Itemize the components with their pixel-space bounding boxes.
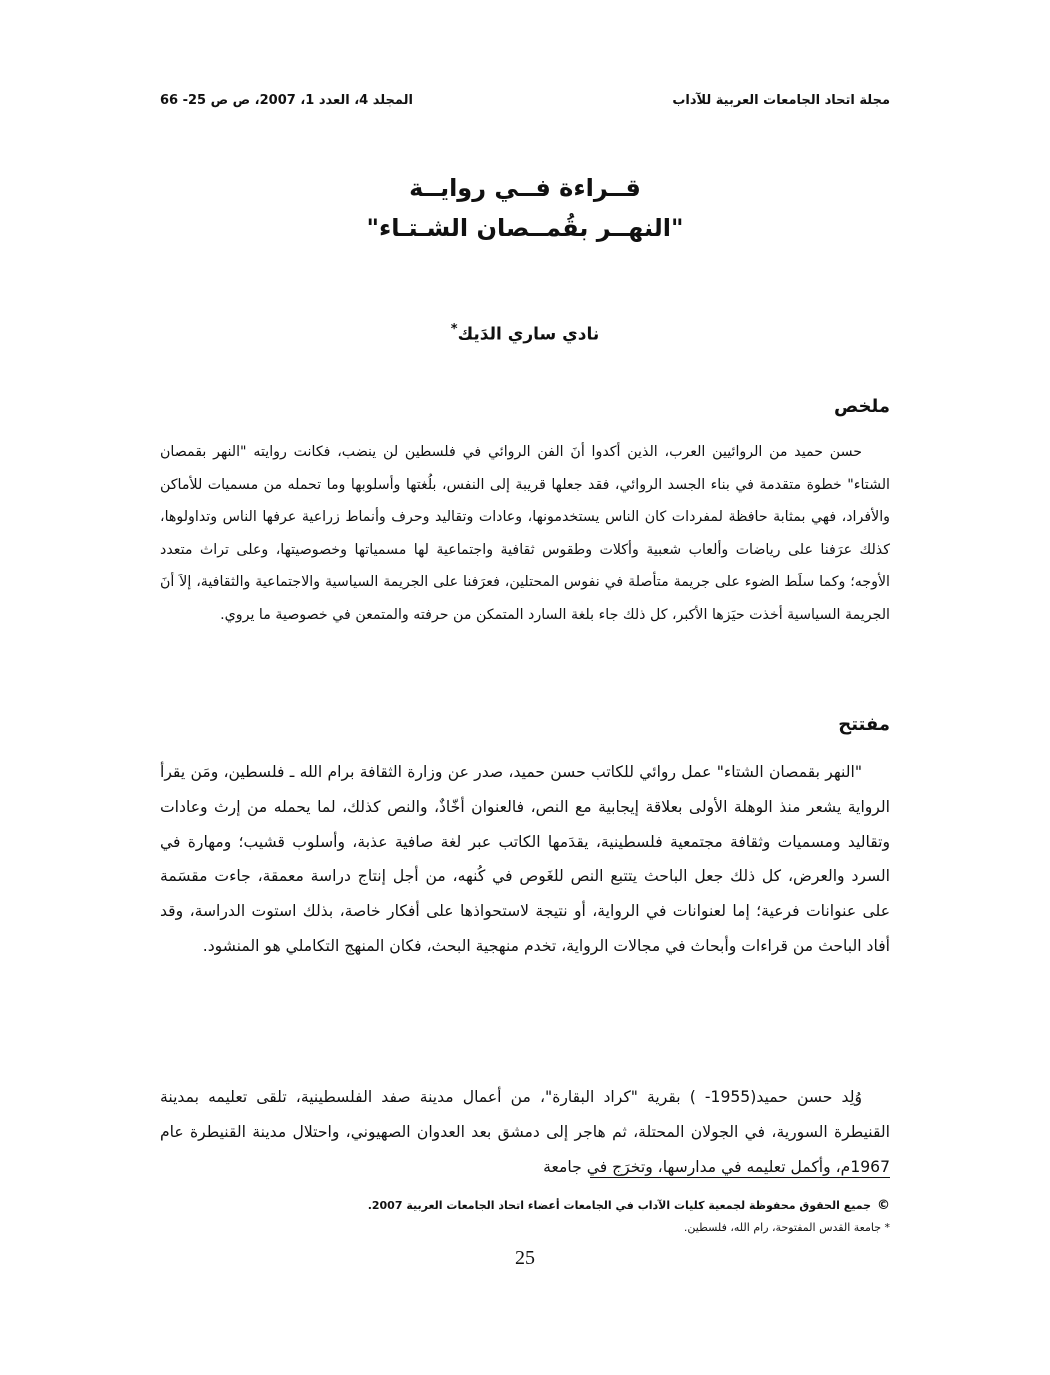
title-line-2: "النهــر بقُمــصان الشـتـاء": [366, 214, 684, 242]
copyright-footnote: [160, 1195, 890, 1217]
copyright-text: جميع الحقوق محفوظة لجمعية كليات الآداب في الجامعات أعضاء اتحاد الجامعات العربية 2007.: [367, 1199, 871, 1212]
author-name: نادي ساري الدَيك: [457, 324, 600, 345]
biography-body: [160, 1080, 890, 1184]
issue-citation: المجلد 4، العدد 1، 2007، ص ص 25- 66: [160, 93, 413, 108]
introduction-body: [160, 755, 890, 964]
abstract-paragraph: حسن حميد من الروائيين العرب، الذين أكدوا أنَ الفن الروائي في فلسطين لن ينضب، فكانت روايته "النهر بقمصان الشتاء" خطوة متقدمة في بناء الجسد الروائي، فقد جعلها قريبة إلى النفس، بلُغتها وأسلوبها وما تحمله من مسميات للأماكن والأفراد، فهي بمثابة حافظة لمفردات كان الناس يستخدمونها، وعادات وتقاليد وحرف وأنماط زراعية عرفها الناس وتداولوها، كذلك عرَفنا على رياضات وألعاب شعبية وأكلات وطقوس ثقافية واجتماعية لها مسمياتها وخصوصيتها، وعلى تراث متعدد الأوجه؛ وكما سلَط الضوء على جريمة متأصلة في نفوس المحتلين، فعرَفنا على الجريمة السياسية والاجتماعية والثقافية، إلاَ أنَ الجريمة السياسية أخذت حيَزها الأكبر، كل ذلك جاء بلغة السارد المتمكن من حرفته والمتمعن في خصوصية ما يروي.: [160, 444, 890, 623]
footnote-divider: [590, 1177, 890, 1178]
journal-name: مجلة اتحاد الجامعات العربية للآداب: [672, 93, 890, 108]
author-footnote-marker: *: [450, 322, 458, 337]
page-number: 25: [515, 1247, 535, 1269]
abstract-body: [160, 436, 890, 632]
running-header: [160, 93, 890, 117]
introduction-heading: مفتتح: [838, 714, 890, 735]
article-title: [160, 168, 890, 248]
footnotes: [160, 1195, 890, 1239]
affiliation-footnote: * جامعة القدس المفتوحة، رام الله، فلسطين.: [683, 1221, 890, 1234]
title-line-1: قــراءة فــي روايــة: [409, 174, 641, 202]
introduction-paragraph-1: "النهر بقمصان الشتاء" عمل روائي للكاتب حسن حميد، صدر عن وزارة الثقافة برام الله ـ فلسطين، ومَن يقرأ الرواية يشعر منذ الوهلة الأولى بعلاقة إيجابية مع النص، فالعنوان أخّاذٌ، والنص كذلك، لما يحمله من إرث وعادات وتقاليد ومسميات وثقافة مجتمعية فلسطينية، يقدَمها الكاتب عبر لغة صافية عذبة، وأسلوب قشيب؛ ومهارة في السرد والعرض، كل ذلك جعل الباحث يتتبع النص للغَوص في كُنهه، من أجل إنتاج دراسة معمقة، جاءت مقسَمة على عنوانات فرعية؛ إما لعنوانات في الرواية، أو نتيجة لاستحواذها على أفكار خاصة، بذلك استوت الدراسة، وقد أفاد الباحث من قراءات وأبحاث في مجالات الرواية، تخدم منهجية البحث، فكان المنهج التكاملي هو المنشود.: [160, 763, 890, 955]
author-line: [160, 322, 890, 345]
copyright-icon: ©: [877, 1198, 890, 1213]
abstract-heading: ملخص: [833, 396, 890, 417]
introduction-paragraph-2: وُلِد حسن حميد(1955- ) بقرية "كراد البقارة"، من أعمال مدينة صفد الفلسطينية، تلقى تعليمه بمدينة القنيطرة السورية، في الجولان المحتلة، ثم هاجر إلى دمشق بعد العدوان الصهيوني، واحتلال مدينة القنيطرة عام 1967م، وأكمل تعليمه في مدارسها، وتخرَج في جامعة: [160, 1088, 890, 1176]
